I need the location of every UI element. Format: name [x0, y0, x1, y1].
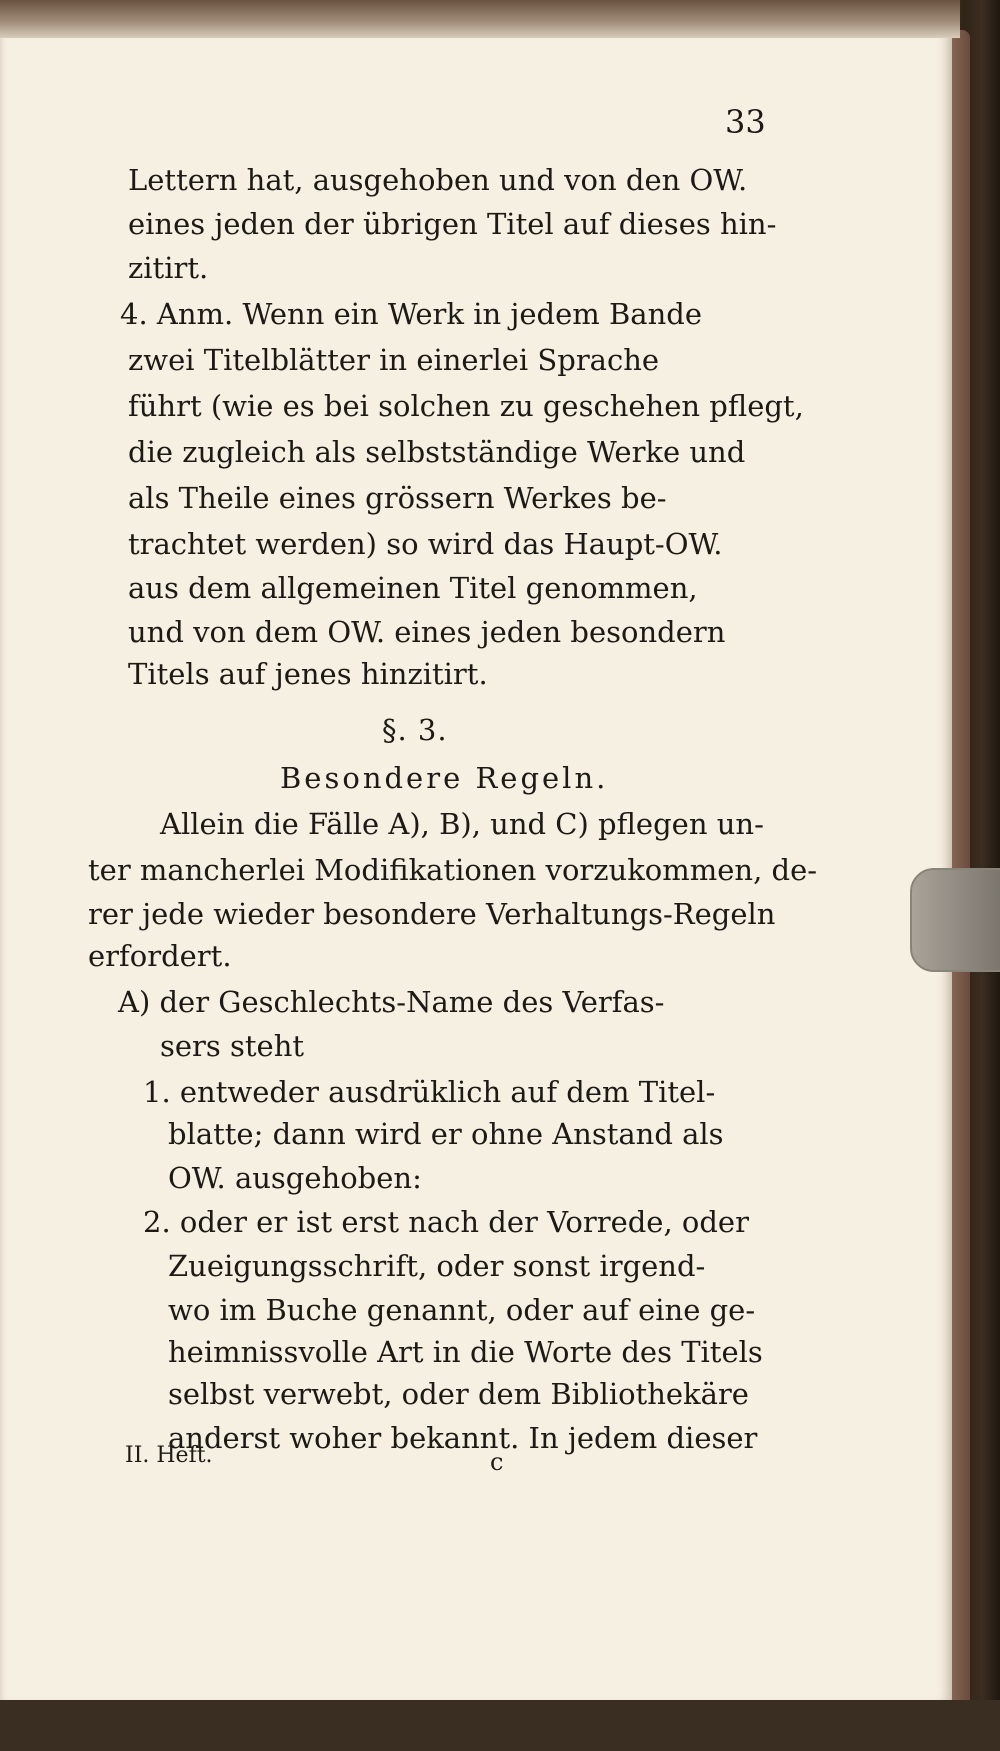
- section-title: Besondere Regeln.: [280, 761, 609, 795]
- text-line: wo im Buche genannt, oder auf eine ge-: [168, 1293, 756, 1327]
- footer-issue: II. Heft.: [125, 1443, 213, 1468]
- text-line: erfordert.: [88, 939, 232, 973]
- text-line: A) der Geschlechts-Name des Verfas-: [118, 985, 665, 1019]
- text-line: Titels auf jenes hinzitirt.: [128, 657, 488, 691]
- text-line: 4. Anm. Wenn ein Werk in jedem Bande: [120, 297, 702, 331]
- text-line: OW. ausgehoben:: [168, 1161, 422, 1195]
- text-line: anderst woher bekannt. In jedem dieser: [168, 1421, 758, 1455]
- text-line: 2. oder er ist erst nach der Vorrede, oder: [143, 1205, 749, 1239]
- text-line: heimnissvolle Art in die Worte des Titels: [168, 1335, 763, 1369]
- text-line: zwei Titelblätter in einerlei Sprache: [128, 343, 660, 377]
- text-line: führt (wie es bei solchen zu geschehen pflegt,: [128, 389, 804, 423]
- section-number: §. 3.: [382, 713, 448, 747]
- text-line: Zueigungsschrift, oder sonst irgend-: [168, 1249, 706, 1283]
- text-line: blatte; dann wird er ohne Anstand als: [168, 1117, 724, 1151]
- text-line: sers steht: [160, 1029, 305, 1063]
- text-line: die zugleich als selbstständige Werke und: [128, 435, 746, 469]
- text-line: selbst verwebt, oder dem Bibliothekäre: [168, 1377, 749, 1411]
- text-line: als Theile eines grössern Werkes be-: [128, 481, 667, 515]
- bottom-edge: [0, 1700, 1000, 1751]
- text-line: Allein die Fälle A), B), und C) pflegen un-: [160, 807, 764, 841]
- text-line: Lettern hat, ausgehoben und von den OW.: [128, 163, 748, 197]
- page-number: 33: [725, 103, 766, 141]
- text-line: 1. entweder ausdrüklich auf dem Titel-: [143, 1075, 716, 1109]
- text-line: zitirt.: [128, 251, 209, 285]
- text-line: trachtet werden) so wird das Haupt-OW.: [128, 527, 723, 561]
- footer-signature: c: [490, 1448, 504, 1476]
- text-line: aus dem allgemeinen Titel genommen,: [128, 571, 698, 605]
- text-line: eines jeden der übrigen Titel auf dieses hin-: [128, 207, 777, 241]
- text-line: rer jede wieder besondere Verhaltungs-Regeln: [88, 897, 776, 931]
- text-line: und von dem OW. eines jeden besondern: [128, 615, 726, 649]
- text-line: ter mancherlei Modifikationen vorzukommen, de-: [88, 853, 818, 887]
